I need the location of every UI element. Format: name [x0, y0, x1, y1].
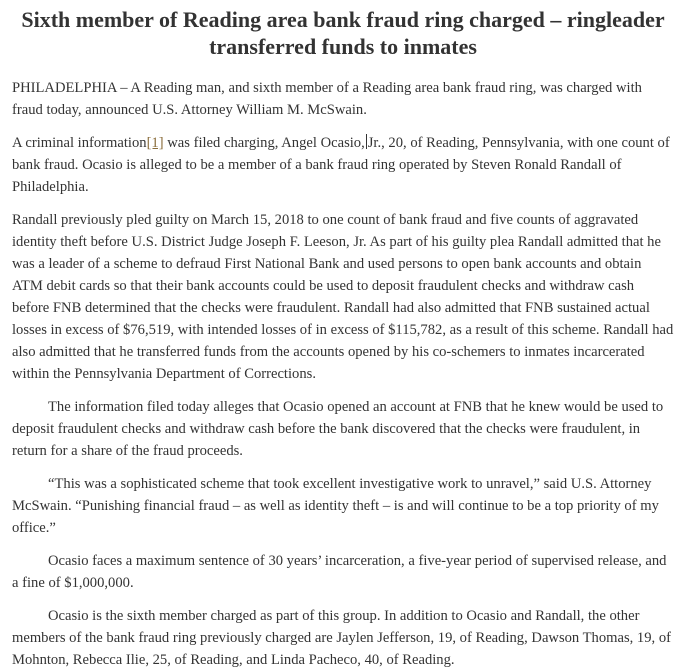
article-title: Sixth member of Reading area bank fraud ring charged – ringleader transferred funds to inmates [21, 7, 665, 59]
paragraph-intro: PHILADELPHIA – A Reading man, and sixth member of a Reading area bank fraud ring, was charged with fraud today, announced U.S. Attorney William M. McSwain. [12, 80, 642, 118]
paragraph-allegation: The information filed today alleges that Ocasio opened an account at FNB that he knew would be used to deposit fraudulent checks and withdraw cash before the bank discovered that the checks were fraudulent, in return for a share of the fraud proceeds. [12, 399, 664, 459]
footnote-link[interactable]: [1] [146, 135, 164, 151]
paragraph-penalty: Ocasio faces a maximum sentence of 30 years’ incarceration, a five-year period of supervised release, and a fine of $1,000,000. [12, 553, 667, 591]
text-cursor [366, 134, 367, 149]
paragraph-other-members: Ocasio is the sixth member charged as part of this group. In addition to Ocasio and Randall, the other members of the bank fraud ring previously charged are Jaylen Jefferson, 19, of Reading, Dawson Thomas, 19, of Mohnton, Rebecca Ilie, 25, of Reading, and Linda Pacheco, 40, of Reading. [12, 608, 671, 668]
paragraph-quote: “This was a sophisticated scheme that took excellent investigative work to unravel,” said U.S. Attorney McSwain. “Punishing financial fraud – as well as identity theft – is and will continue to be a top priority of my office.” [12, 476, 659, 536]
paragraph-randall-plea: Randall previously pled guilty on March 15, 2018 to one count of bank fraud and five counts of aggravated identity theft before U.S. District Judge Joseph F. Leeson, Jr. As part of his guilty plea Randall admitted that he was a leader of a scheme to defraud First National Bank and used persons to open bank accounts and obtain ATM debit cards so that their bank accounts could be used to deposit fraudulent checks and withdraw cash before FNB determined that the checks were fraudulent. Randall had also admitted that FNB sustained actual losses in excess of $76,519, with intended losses of in excess of $115,782, as a result of this scheme. Randall had also admitted that he transferred funds from the accounts opened by his co-schemers to inmates incarcerated within the Pennsylvania Department of Corrections. [12, 212, 674, 382]
paragraph-information-text-end: Jr., 20, of Reading, Pennsylvania, with one count of bank fraud. Ocasio is alleged to be a member of a bank fraud ring operated by Steven Ronald Randall of Philadelphia. [12, 135, 670, 195]
paragraph-information-text-middle: was filed charging, Angel Ocasio, [163, 135, 365, 151]
paragraph-information [12, 132, 674, 198]
paragraph-information-text-start: A criminal information [12, 135, 147, 151]
